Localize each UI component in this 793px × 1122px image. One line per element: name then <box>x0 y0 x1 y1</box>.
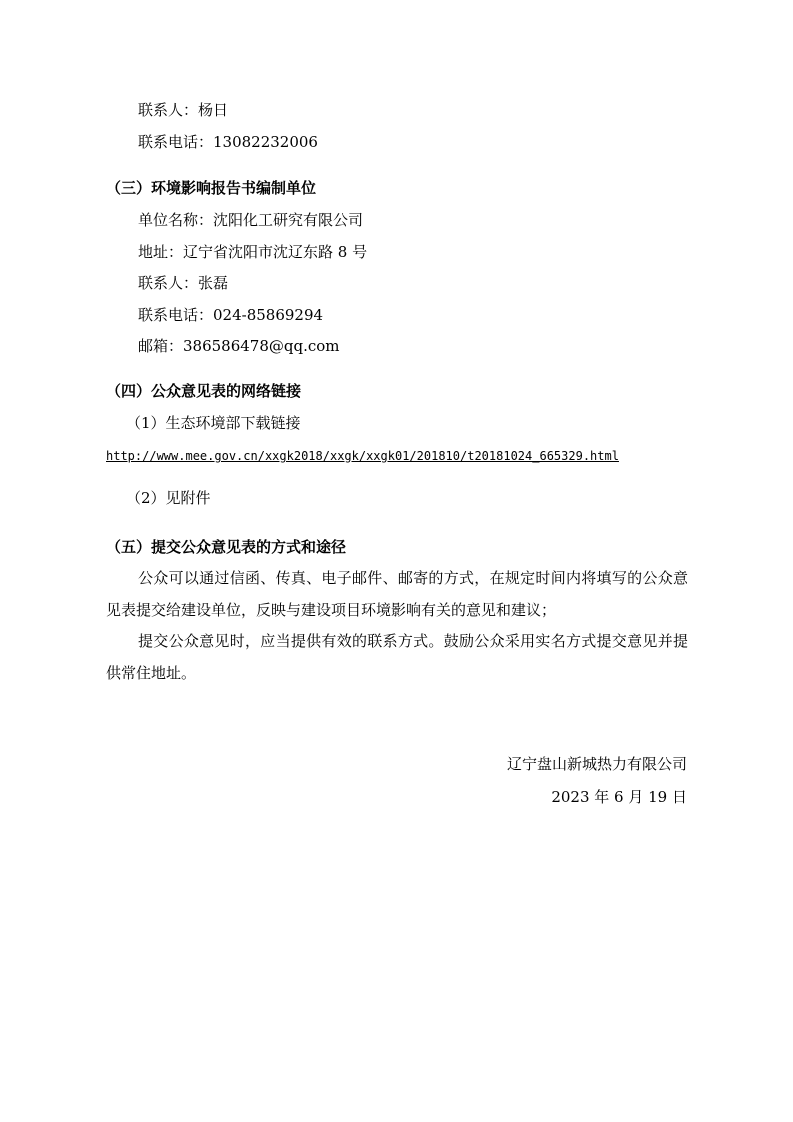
unit-name: 单位名称：沈阳化工研究有限公司 <box>138 211 364 229</box>
download-link[interactable]: http://www.mee.gov.cn/xxgk2018/xxgk/xxgk01/201810/t20181024_665329.html <box>106 449 619 463</box>
unit-address: 地址：辽宁省沈阳市沈辽东路 8 号 <box>138 243 368 261</box>
link-item-2: （2）见附件 <box>126 489 211 507</box>
section-5-paragraph-2: 提交公众意见时，应当提供有效的联系方式。鼓励公众采用实名方式提交意见并提供常住地址。 <box>106 632 688 682</box>
signature-company: 辽宁盘山新城热力有限公司 <box>506 755 687 773</box>
section-5-heading: （五）提交公众意见表的方式和途径 <box>106 538 347 556</box>
contact-email: 邮箱：386586478@qq.com <box>138 337 340 355</box>
contact-person-b: 联系人：张磊 <box>138 274 229 292</box>
contact-phone-b: 联系电话：024-85869294 <box>138 306 324 324</box>
contact-phone-a: 联系电话：13082232006 <box>138 133 318 151</box>
section-5-paragraph-1: 公众可以通过信函、传真、电子邮件、邮寄的方式，在规定时间内将填写的公众意见表提交给建设单位，反映与建设项目环境影响有关的意见和建议； <box>106 569 688 619</box>
section-3-heading: （三）环境影响报告书编制单位 <box>106 179 317 197</box>
contact-person-a: 联系人：杨日 <box>138 101 229 119</box>
link-item-1: （1）生态环境部下载链接 <box>126 414 301 432</box>
section-4-heading: （四）公众意见表的网络链接 <box>106 382 302 400</box>
signature-date: 2023 年 6 月 19 日 <box>551 788 687 806</box>
